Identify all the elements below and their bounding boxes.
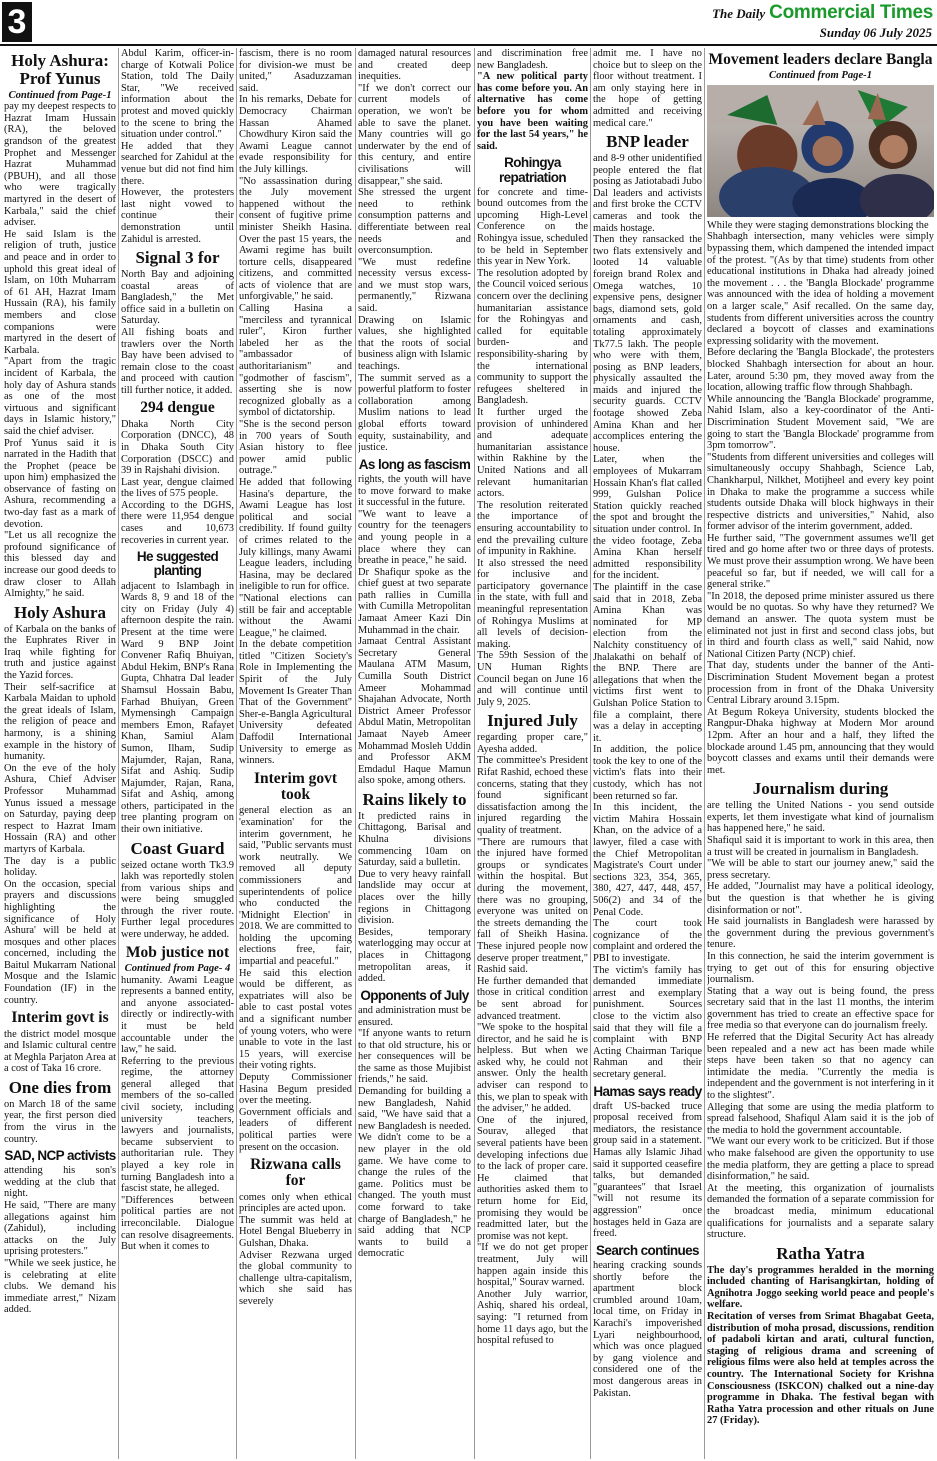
article-interim-govt-is [4, 1010, 116, 1075]
headline: SAD, NCP activists [4, 1148, 116, 1164]
article-body: are telling the United Nations - you send outside experts, let them investigate what kind of journalism has happened here," he said. Shafiqul said it is important to work in this area, then a trust will be created in journalism in Bangladesh. "We will be able to start our journey anew," said the press secretary. He added, "Journalist may have a political ideology, but the question is that whether he is giving disinformation or not". He said journalists in Bangladesh were harassed by the government during the previous government's tenure. In this connection, he said the interim government is trying to get out of this for ensuring objective journalism. Stating that a way out is being found, the press secretary said that in the last 11 months, the interim government has tried to create an effective space for free media so that everyone can do journalism freely. He referred that the Digital Security Act has already been repealed and a new act has been made while steps have been taken so that no agency can intimidate the media. "Currently the media is independent and the government is not interfering in it to the slightest". Alleging that some are using the media platform to spread falsehood, Shafiqul Alam said it is the job of the media to hold the government accountable. "We want our every work to be criticized. But if those who make falsehood are given the opportunity to use the media platform, they are getting a place to spread disinformation," he said. At the meeting, this organization of journalists demanded the formation of a separate commission for the broadcast media, minimum educational qualifications for journalists and a separate salary structure. [707, 800, 934, 1241]
headline: Injured July [487, 711, 578, 731]
headline: One dies from [8, 1077, 112, 1097]
article-movement-leaders-declare-bangla [707, 52, 934, 231]
article-body: While they were staging demonstrations blocking the [707, 219, 929, 231]
headline: Mob justice not [125, 943, 230, 961]
headline: Holy Ashura [13, 602, 107, 622]
article-coast-guard [121, 840, 234, 941]
article-body: regarding proper care," Ayesha added. The committee's President Rifat Rashid, echoed these concerns, stating that they found significant dissatisfaction among the injured regarding the quality of treatment. "There are rumours that the injured have formed groups or syndicates within the hospital. But during the movement, there was no grouping, everyone was united on the streets demanding the fall of Sheikh Hasina. These injured people now deserve proper treatment," Rashid said. He further demanded that those in critical condition be sent abroad for advanced treatment. "We spoke to the hospital director, and he said he is helpless. But when we asked why, he could not answer. Only the health adviser can respond to this, we plan to speak with the adviser," he added. One of the injured, Sourav, alleged that several patients have been developing infections due to the lack of proper care. He claimed that authorities asked them to return home for Eid, promising they would be readmitted later, but the promise was not kept. "If we do not get proper treatment, July will happen again inside this hospital," Sourav warned. Another July warrior, Ashiq, shared his ordeal, saying: "I returned from home 11 days ago, but the hospital refused to [477, 732, 588, 1347]
continued-from-label: Continued from Page-1 [8, 89, 112, 101]
headline: Rizwana calls for [250, 1156, 341, 1190]
article-search-continues [593, 1244, 702, 1399]
article-body: The day's programmes heralded in the morning included chanting of Harisangkirtan, holding of Agnihotra Joggo seeking world peace and people's welfare. Recitation of verses from Srimat Bhagabat Geeta, distribution of moha prosad, discussions, rendition of padaboli kirtan and arati, cultural function, staging of religious drama and screening of religious films were also held at temples across the country. The International Society for Krishna Consciousness (ISKCON) chalked out a nine-day programme in Dhaka. The festival began with Ratha Yatra procession and other rituals on June 27 (Friday). [707, 1264, 934, 1427]
article-journalism-during [707, 780, 934, 1240]
headline: Interim govt is [11, 1009, 109, 1027]
article-body: attending his son's wedding at the club that night. He said, "There are many allegations against him (Zahidul), including attacks on the July uprising protesters." "While we seek justice, he is celebrating at elite clubs. We demand his immediate arrest," Nizam added. [4, 1165, 116, 1316]
article-hamas-says-ready [593, 1085, 702, 1240]
article-holy-ashura [4, 604, 116, 1006]
article-294-dengue [121, 400, 234, 546]
article-body: Abdul Karim, officer-in-charge of Kotwali Police Station, told The Daily Star, "We received information about the protest and moved quickly to the scene to bring the situation under control." He added that they searched for Zahidul at the venue but did not find him there. However, the protesters last night vowed to continue their demonstration until Zahidul is arrested. [121, 48, 234, 245]
masthead-prefix: The Daily [712, 6, 766, 21]
article-bnp-leader [593, 133, 702, 1080]
page-header [0, 0, 937, 46]
article-body: adjacent to Islambagh in Wards 8, 9 and 18 of the city on Friday (July 4) afternoon despite the rain. Present at the time were Ward 9 BNP Joint Convener Rafiq Bhuiyan, Abdul Hekim, BNP's Rana Gupta, Chhatra Dal leader Shamsul Hossain Babu, Farhad Bhuiyan, Green Mymensingh Campaign members Emon, Rafayet Khan, Samiul Alam Sumon, Ilham, Sudip Majumder, Rajan, Rana, Sifat and Ashiq. Sudip Majumder, Rajan, Rana, Sifat and Ashiq, among others, participated in the tree planting program on their own initiative. [121, 580, 234, 836]
column-divider [590, 48, 591, 1459]
article-body: fascism, there is no room for division-we must be united," Asaduzzaman said. In his remarks, Debate for Democracy Chairman Hassan Ahamed Chowdhury Kiron said the Awami League cannot evade responsibility for the July killings. "No assassination during the July movement happened without the consent of fugitive prime minister Sheikh Hasina. Over the past 15 years, the Awami regime has built torture cells, disappeared citizens, and committed acts of violence that are unforgivable," he said. Calling Hasina a "merciless and tyrannical ruler", Kiron further labeled her as the "ambassador of authoritarianism" and "godmother of fascism", asserting she is now recognized globally as a symbol of dictatorship. "She is the second person in 700 years of South Asian history to flee power amid public outrage." He added that following Hasina's departure, the Awami League has lost political and social credibility. If found guilty of crimes related to the July killings, many Awami League leaders, including Hasina, may be declared ineligible to run for office. "National elections can still be fair and acceptable without the Awami League," he claimed. In the debate competition titled "Citizen Society's Role in Implementing the Spirit of the July Movement Is Greater Than That of the Government" Sher-e-Bangla Agricultural University defeated Daffodil International University to emerge as winners. [239, 48, 352, 767]
article-ratha-yatra [707, 1245, 934, 1427]
column-4 [358, 48, 471, 1459]
headline: Ratha Yatra [776, 1243, 865, 1263]
article-rains-likely-to [358, 791, 471, 985]
article-body: North Bay and adjoining coastal areas of Bangladesh," the Met office said in a bulletin on Saturday. All fishing boats and trawlers over the North Bay have been advised to remain close to the coast and proceed with caution till further notice, it added. [121, 268, 234, 396]
article-as-long-as-fascism [358, 458, 471, 787]
article-continuation [239, 48, 352, 767]
article-body: for concrete and time-bound outcomes from the upcoming High-Level Conference on the Rohingya issue, scheduled to be held in September this year in New York. The resolution adopted by the Council voiced serious concern over the declining humanitarian assistance for the Rohingyas and called for equitable burden- and responsibility-sharing by the international community to support the refugees sheltered in Bangladesh. It further urged the provision of unhindered and adequate humanitarian assistance within Rakhine by the United Nations and all relevant humanitarian actors. The resolution reiterated the importance of ensuring accountability to end the prevailing culture of impunity in Rakhine. It also stressed the need for inclusive and participatory governance in the state, with full and meaningful representation of Rohingya Muslims at all levels of decision-making. The 59th Session of the UN Human Rights Council began on June 16 and will continue until July 9, 2025. [477, 186, 588, 708]
masthead [712, 2, 933, 24]
column-7 [707, 48, 934, 1459]
article-body: hearing cracking sounds shortly before the apartment block crumbled around 10am, local time, on Friday in Karachi's impoverished Lyari neighbourhood, which was once plagued by gang violence and considered one of the most dangerous areas in Pakistan. [593, 1259, 702, 1399]
article-interim-govt-took [239, 771, 352, 1153]
article-body: admit me. I have no choice but to sleep on the floor without treatment. I am only staying here in the hope of getting admitted and receiving medical care." [593, 48, 702, 129]
headline: Interim govt took [253, 769, 338, 804]
article-body: on March 18 of the same year, the first person died from the virus in the country. [4, 1098, 116, 1145]
headline: Movement leaders declare Bangla [708, 51, 933, 68]
article-continuation [593, 48, 702, 129]
article-body: and discrimination free new Bangladesh. [477, 48, 588, 71]
article-injured-july [477, 712, 588, 1346]
article-body: "A new political party has come before you. An alternative has come before you for whom you have been waiting for the last 54 years," he said. [477, 71, 588, 152]
column-5 [477, 48, 588, 1459]
article-body: and 8-9 other unidentified people entered the flat posing as Jatiotabadi Jubo Dal leaders and activists and first broke the CCTV cameras and took the maids hostage. Then they ransacked the two flats extensively and looted 14 valuable foreign brand Rolex and Omega watches, 10 expensive pens, designer bags, diamond sets, gold ornaments and cash, totaling approximately Tk77.5 lakh. The people who were with them, posing as BNP leaders, physically assaulted the maids and injured the security guards. CCTV footage showed Zeba Amina Khan and her accomplices entering the house. Later, when the employees of Mukarram Hossain Khan's flat called 999, Gulshan Police Station quickly reached the spot and brought the situation under control. In the video footage, Zeba Amina Khan herself admitted responsibility for the incident. The plaintiff in the case said that in 2018, Zeba Amina Khan was nominated for MP election from the Nalchity constituency of Jhalakathi on behalf of the BNP. There are allegations that when the victims first went to Gulshan Police Station to file a complaint, there was a delay in accepting it. In addition, the police took the key to one of the victim's flats into their custody, which has not been returned so far. In this incident, the victim Mahira Hossain Khan, on the advice of a lawyer, filed a case with the Chief Metropolitan Magistrate's Court under sections 323, 354, 365, 380, 427, 447, 448, 457, 506(2) and 34 of the Penal Code. The court took cognizance of the complaint and ordered the PBI to investigate. The victim's family has demanded immediate arrest and exemplary punishment. Sources close to the victim also said that they will file a complaint with BNP Acting Chairman Tarique Rahman and their secretary general. [593, 153, 702, 1080]
header-rule [0, 44, 937, 46]
article-body: damaged natural resources and created deep inequities. "If we don't correct our current models of operation, we won't be able to save the planet. Many countries will go underwater by the end of this century, and entire civilisations will disappear," she said. She stressed the urgent need to rethink consumption patterns and differentiate between real needs and overconsumption. "We must redefine necessity versus excess-and we must stop wars, permanently," Rizwana said. Drawing on Islamic values, she highlighted that the roots of social business align with Islamic teachings. The summit served as a powerful platform to foster collaboration among Muslim nations to lead global efforts toward equity, sustainability, and justice. [358, 48, 471, 454]
article-continuation [121, 48, 234, 245]
headline: Holy Ashura: Prof Yunus [11, 51, 109, 88]
article-body: general election as an 'examination' for the interim government, he said, "Public servants must work neutrally. We removed all deputy commissioners and superintendents of police who conducted the 'Midnight Election' in 2018. We are committed to holding the upcoming elections free, fair, impartial and peaceful." He said this election would be different, as expatriates will also be able to cast postal votes and a significant number of young voters, who were unable to vote in the last 15 years, will exercise their voting rights. Deputy Commissioner Hasina Begum presided over the meeting. Government officials and leaders of different political parties were present on the occasion. [239, 805, 352, 1153]
headline: Rains likely to [362, 789, 467, 809]
article-mob-justice-not [121, 945, 234, 1253]
article-continuation [358, 48, 471, 454]
column-6 [593, 48, 702, 1459]
masthead-name: Commercial Times [769, 2, 933, 23]
article-body: of Karbala on the banks of the Euphrates River in Iraq while fighting for truth and justice against the Yazid forces. Their self-sacrifice at Karbala Maidan to uphold the great ideals of Islam, the religion of peace and harmony, is a shining example in the history of humanity. On the eve of the holy Ashura, Chief Adviser Professor Muhammad Yunus issued a message on Saturday, paying deep respect to Hazrat Imam Hossain (RA) and other martyrs of Karbala. The day is a public holiday. On the occasion, special prayers and discussions highlighting the significance of Holy Ashura' will be held at mosques and other places concerned, including the Baitul Mukarram National Mosque and the Islamic Foundation (IF) in the country. [4, 623, 116, 1006]
article-continuation [707, 231, 934, 776]
article-sad-ncp-activists [4, 1149, 116, 1316]
article-one-dies-from [4, 1079, 116, 1145]
column-2 [121, 48, 234, 1459]
continued-from-label: Continued from Page-1 [769, 70, 872, 82]
column-divider [236, 48, 237, 1459]
column-divider [474, 48, 475, 1459]
headline: Search continues [596, 1242, 699, 1258]
column-1 [4, 48, 116, 1459]
column-divider [704, 48, 705, 1459]
headline: Hamas says ready [593, 1083, 702, 1099]
column-divider [118, 48, 119, 1459]
headline: Signal 3 for [135, 248, 220, 268]
continued-from-label: Continued from Page- 4 [124, 962, 231, 974]
headline: Rohingya repatriation [498, 155, 567, 185]
article-body: comes only when ethical principles are acted upon. The summit was held at Hotel Bengal Blueberry in Gulshan, Dhaka. Adviser Rezwana urged the global community to challenge ultra-capitalism, which she said has severely [239, 1191, 352, 1308]
headline: Coast Guard [130, 838, 225, 858]
headline: Journalism during [752, 779, 889, 799]
article-rizwana-calls-for [239, 1157, 352, 1307]
headline: BNP leader [606, 132, 689, 152]
column-divider [355, 48, 356, 1459]
article-body: Shahbagh intersection, many vehicles were simply bypassing them, which dampened the intended impact of the protest. "(As by that time) students from other educational institutions in Dhaka had already joined the movement . . . the 'Bangla Blockade' programme was announced with the idea of holding a movement on a larger scale," Asif recalled. On the same day, students from different universities across the country declared a boycott of classes and examinations expressing solidarity with the movement. Before declaring the 'Bangla Blockade', the protesters blocked Shahbagh intersection for about an hour. Later, around 5:30 pm, they moved away from the location, allowing traffic flow through Shahbagh. While announcing the 'Bangla Blockade' programme, Nahid Islam, also a key-coordinator of the Anti-Discrimination Student Movement said, "We are going to start the 'Bangla Blockade' programme from 3pm tomorrow". "Students from different universities and colleges will simultaneously occupy Shahbagh, Science Lab, Chankharpul, Nilkhet, Motijheel and every key point in Dhaka to make the programme a success while students outside Dhaka will block highways in their respective districts and universities," Nahid, also former advisor of the interim government, added. He further said, "The government assumes we'll get tired and go home after two or three days of protests. We must prove their assumption wrong. We have been peaceful so far, but if needed, we will call for a general strike." "In 2018, the deposed prime minister assured us there would be no quotas. So why have they returned? We demand an answer. The quota system must be eliminated not just in first and second class jobs, but in third and fourth class as well," said Nahid, now National Citizen Party (NCP) chief. That day, students under the banner of the Anti-Discrimination Student Movement began a protest procession from in front of the Dhaka University Central Library around 3.15pm. At Begum Rokeya University, students blocked the Rangpur-Dhaka highway at Modern Mor around 12pm. After an hour and a half, they lifted the blockade around 1.45 pm, announcing that they would boycott classes and exams until their demands were met. [707, 231, 934, 776]
article-signal-3-for [121, 249, 234, 396]
article-holy-ashura [4, 52, 116, 600]
article-continuation [477, 71, 588, 152]
article-body: seized octane worth Tk3.9 lakh was reportedly stolen from various ships and were being smuggled through the river route. Further legal procedures were underway, he added. [121, 859, 234, 941]
article-rohingya-repatriation [477, 156, 588, 708]
article-continuation [477, 48, 588, 71]
article-body: and administration must be ensured. "If anyone wants to return to that old structure, his or her consequences will be the same as those Mujibist friends," he said. Demanding for building a new Bangladesh, Nahid said, "We have said that a new Bangladesh is needed. We didn't come to be a new player in the old game. We have come to change the rules of the game. Politics must be changed. The youth must come forward to take charge of Bangladesh," he said adding that NCP wants to build a democratic [358, 1004, 471, 1260]
article-body: rights, the youth will have to move forward to make it successful in the future. "We want to leave a country for the teenagers and young people in a place where they can breathe in peace," he said. Dr Shafiqur spoke as the chief guest at two separate path rallies in Cumilla with Cumilla Metropolitan Jamaat Ameer Kazi Din Muhammad in the chair. Jamaat Central Assistant Secretary General Maulana ATM Masum, Cumilla South District Ameer Mohammad Shajahan Advocate, North District Ameer Professor Abdul Matin, Metropolitan Jamaat Nayeb Ameer Mohammad Mosleh Uddin and Professor AKM Emdadul Haque Mamun also spoke, among others. [358, 473, 471, 787]
headline: As long as fascism [358, 456, 471, 472]
page-number: 3 [2, 2, 32, 42]
issue-date: Sunday 06 July 2025 [819, 25, 932, 40]
headline: Opponents of July [360, 987, 469, 1003]
article-body: pay my deepest respects to Hazrat Imam Hussain (RA), the beloved grandson of the greatest Prophet and Messenger Hazrat Muhammad (PBUH), and all those who were tragically martyred in the desert of Karbala," said the chief adviser. He said Islam is the religion of truth, justice and peace and in order to uphold this great ideal of Islam, on 10th Muharram of 61 AH, Hazrat Imam Hussain (RA), his family members and close companions were martyred in the desert of Karbala. "Apart from the tragic incident of Karbala, the holy day of Ashura stands as one of the most virtuous and significant days in Islamic history," said the chief adviser. Prof Yunus said it is narrated in the Hadith that the Prophet (peace be upon him) emphasized the observance of fasting on Ashura, recommending a two-day fast as a mark of devotion. "Let us all recognize the profound significance of this blessed day and increase our good deeds to draw closer to Allah Almighty," he said. [4, 101, 116, 600]
headline: He suggested planting [136, 549, 219, 579]
headline: 294 dengue [140, 399, 215, 417]
article-he-suggested-planting [121, 550, 234, 835]
article-body: draft US-backed truce proposal received from mediators, the resistance group said in a statement. Hamas ally Islamic Jihad said it supported ceasefire talks, but demanded "guarantees" that Israel "will not resume its aggression" once hostages held in Gaza are freed. [593, 1100, 702, 1240]
article-body: the district model mosque and Islamic cultural centre at Meghla Parjaton Area at a cost of Taka 16 crore. [4, 1028, 116, 1075]
protest-photo [707, 85, 934, 217]
article-body: Dhaka North City Corporation (DNCC), 48 in Dhaka South City Corporation (DSCC) and 39 in Rajshahi division. Last year, dengue claimed the lives of 575 people. According to the DGHS, there were 11,954 dengue cases and 10,673 recoveries in current year. [121, 418, 234, 546]
article-opponents-of-july [358, 989, 471, 1260]
column-3 [239, 48, 352, 1459]
article-body: It predicted rains in Chittagong, Barisal and Khulna divisions commencing 10am on Saturday, said a bulletin. Due to very heavy rainfall landslide may occur at places over the hilly regions in Chittagong division. Besides, temporary waterlogging may occur at places in Chittagong metropolitan areas, it added. [358, 810, 471, 985]
article-body: humanity. Awami League represents a banned entity, and anyone associated-directly or indirectly-with it must be held accountable under the law," he said. Referring to the previous regime, the attorney general alleged that members of the so-called civil society, including university teachers, lawyers and journalists, became subservient to authoritarian rule. They played a key role in turning Bangladesh into a fascist state, he alleged. "Differences between political parties are not irreconcilable. Dialogue can resolve disagreements. But when it comes to [121, 974, 234, 1253]
